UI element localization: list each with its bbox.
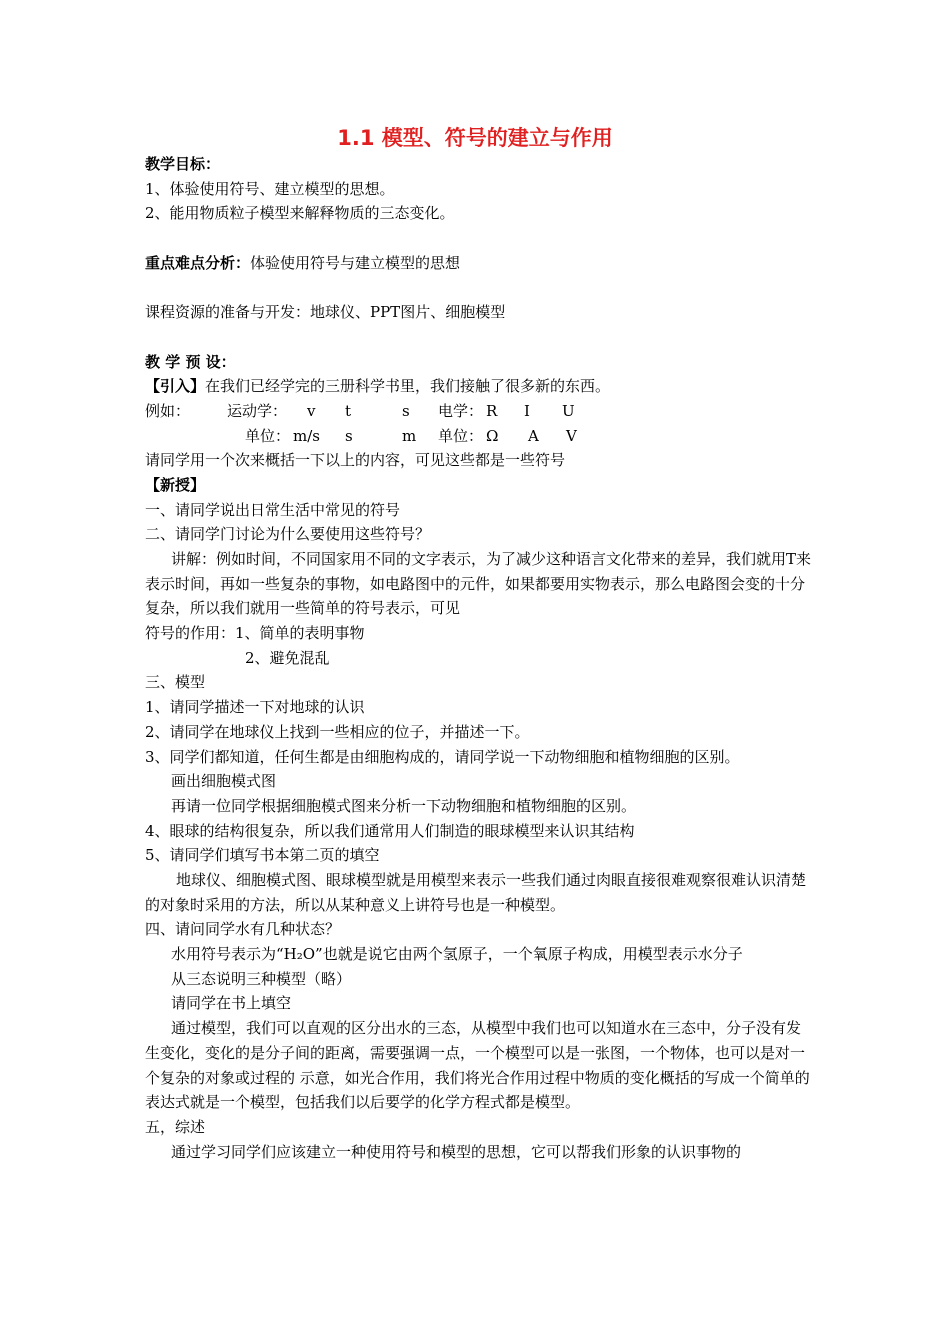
section-5-paragraph: 通过学习同学们应该建立一种使用符号和模型的思想，它可以帮我们形象的认识事物的 xyxy=(171,1142,742,1161)
kin-symbol: s xyxy=(402,401,410,420)
goal-1: 1、体验使用符号、建立模型的思想。 xyxy=(145,179,395,198)
unit-label: 单位： xyxy=(438,426,484,445)
kin-symbol: t xyxy=(345,401,352,420)
intro-text: 在我们已经学完的三册科学书里，我们接触了很多新的东西。 xyxy=(205,377,611,396)
kinematics-label: 运动学： xyxy=(227,401,288,420)
preset-heading: 教 学 预 设： xyxy=(145,352,236,371)
section-4: 四、请问同学水有几种状态？ xyxy=(145,920,341,939)
role-label: 符号的作用： xyxy=(145,624,236,643)
new-lesson-heading: 【新授】 xyxy=(145,475,206,494)
page-title: 1.1 模型、符号的建立与作用 xyxy=(337,126,613,150)
section-3: 三、模型 xyxy=(145,673,206,692)
key-text: 体验使用符号与建立模型的思想 xyxy=(250,253,461,272)
elec-symbol: U xyxy=(562,401,575,420)
kin-unit: m/s xyxy=(293,426,320,445)
kin-symbol: v xyxy=(307,401,316,420)
elec-unit: V xyxy=(566,426,577,445)
section-4-item-b: 请同学在书上填空 xyxy=(171,994,292,1013)
intro-label: 【引入】 xyxy=(145,377,206,396)
goal-2: 2、能用物质粒子模型来解释物质的三态变化。 xyxy=(145,204,455,223)
elec-unit: A xyxy=(528,426,539,445)
electricity-label: 电学： xyxy=(438,401,484,420)
example-label: 例如： xyxy=(145,401,191,420)
key-points xyxy=(145,251,815,276)
example-symbols-row xyxy=(145,399,815,424)
section-3-paragraph: 地球仪、细胞模式图、眼球模型就是用模型来表示一些我们通过肉眼直接很难观察很难认识清楚的对象时采用的方法，所以从某种意义上讲符号也是一种模型。 xyxy=(145,870,807,914)
section-4-item-a: 从三态说明三种模型（略） xyxy=(171,969,352,988)
document-body xyxy=(145,152,815,1164)
section-3-item-4: 4、眼球的结构很复杂，所以我们通常用人们制造的眼球模型来认识其结构 xyxy=(145,821,635,840)
section-3-item-3b: 再请一位同学根据细胞模式图来分析一下动物细胞和植物细胞的区别。 xyxy=(171,796,637,815)
section-2: 二、请同学门讨论为什么要使用这些符号？ xyxy=(145,525,431,544)
section-1: 一、请同学说出日常生活中常见的符号 xyxy=(145,500,401,519)
resources-line: 课程资源的准备与开发：地球仪、PPT图片、细胞模型 xyxy=(145,303,506,322)
section-3-item-2: 2、请同学在地球仪上找到一些相应的位子，并描述一下。 xyxy=(145,722,530,741)
elec-unit: Ω xyxy=(486,426,499,445)
summary-line: 请同学用一个次来概括一下以上的内容，可见这些都是一些符号 xyxy=(145,451,566,470)
section-3-item-3a: 画出细胞模式图 xyxy=(171,772,277,791)
intro-line xyxy=(145,374,815,399)
section-2-paragraph: 讲解：例如时间，不同国家用不同的文字表示，为了减少这种语言文化带来的差异，我们就用T来表示时间，再如一些复杂的事物，如电路图中的元件，如果都要用实物表示，那么电路图会变的十分复杂，所以我们就用一些简单的符号表示，可见 xyxy=(145,550,812,618)
key-label: 重点难点分析： xyxy=(145,253,251,272)
role-1: 1、简单的表明事物 xyxy=(235,624,365,643)
section-5: 五，综述 xyxy=(145,1117,206,1136)
elec-symbol: R xyxy=(486,401,498,420)
unit-label: 单位： xyxy=(245,426,291,445)
kin-unit: s xyxy=(345,426,353,445)
goals-heading: 教学目标： xyxy=(145,155,221,173)
section-3-item-5: 5、请同学们填写书本第二页的填空 xyxy=(145,846,380,865)
section-3-item-1: 1、请同学描述一下对地球的认识 xyxy=(145,698,365,717)
symbol-role-1 xyxy=(145,621,815,646)
section-4-paragraph-2: 通过模型，我们可以直观的区分出水的三态，从模型中我们也可以知道水在三态中，分子没有发生变化，变化的是分子间的距离，需要强调一点，一个模型可以是一张图，一个物体，也可以是对一个复杂的对象或过程的 示意，如光合作用，我们将光合作用过程中物质的变化概括的写成一个简单的表达式就是一个模型，包括我们以后要学的化学方程式都是模型。 xyxy=(145,1019,810,1112)
kin-unit: m xyxy=(402,426,417,445)
section-4-paragraph: 水用符号表示为“H₂O”也就是说它由两个氢原子，一个氧原子构成，用模型表示水分子 xyxy=(171,945,743,964)
example-units-row xyxy=(145,424,815,449)
section-3-item-3: 3、同学们都知道，任何生都是由细胞构成的，请同学说一下动物细胞和植物细胞的区别。 xyxy=(145,747,740,766)
role-2: 2、避免混乱 xyxy=(245,648,330,667)
elec-symbol: I xyxy=(524,401,530,420)
